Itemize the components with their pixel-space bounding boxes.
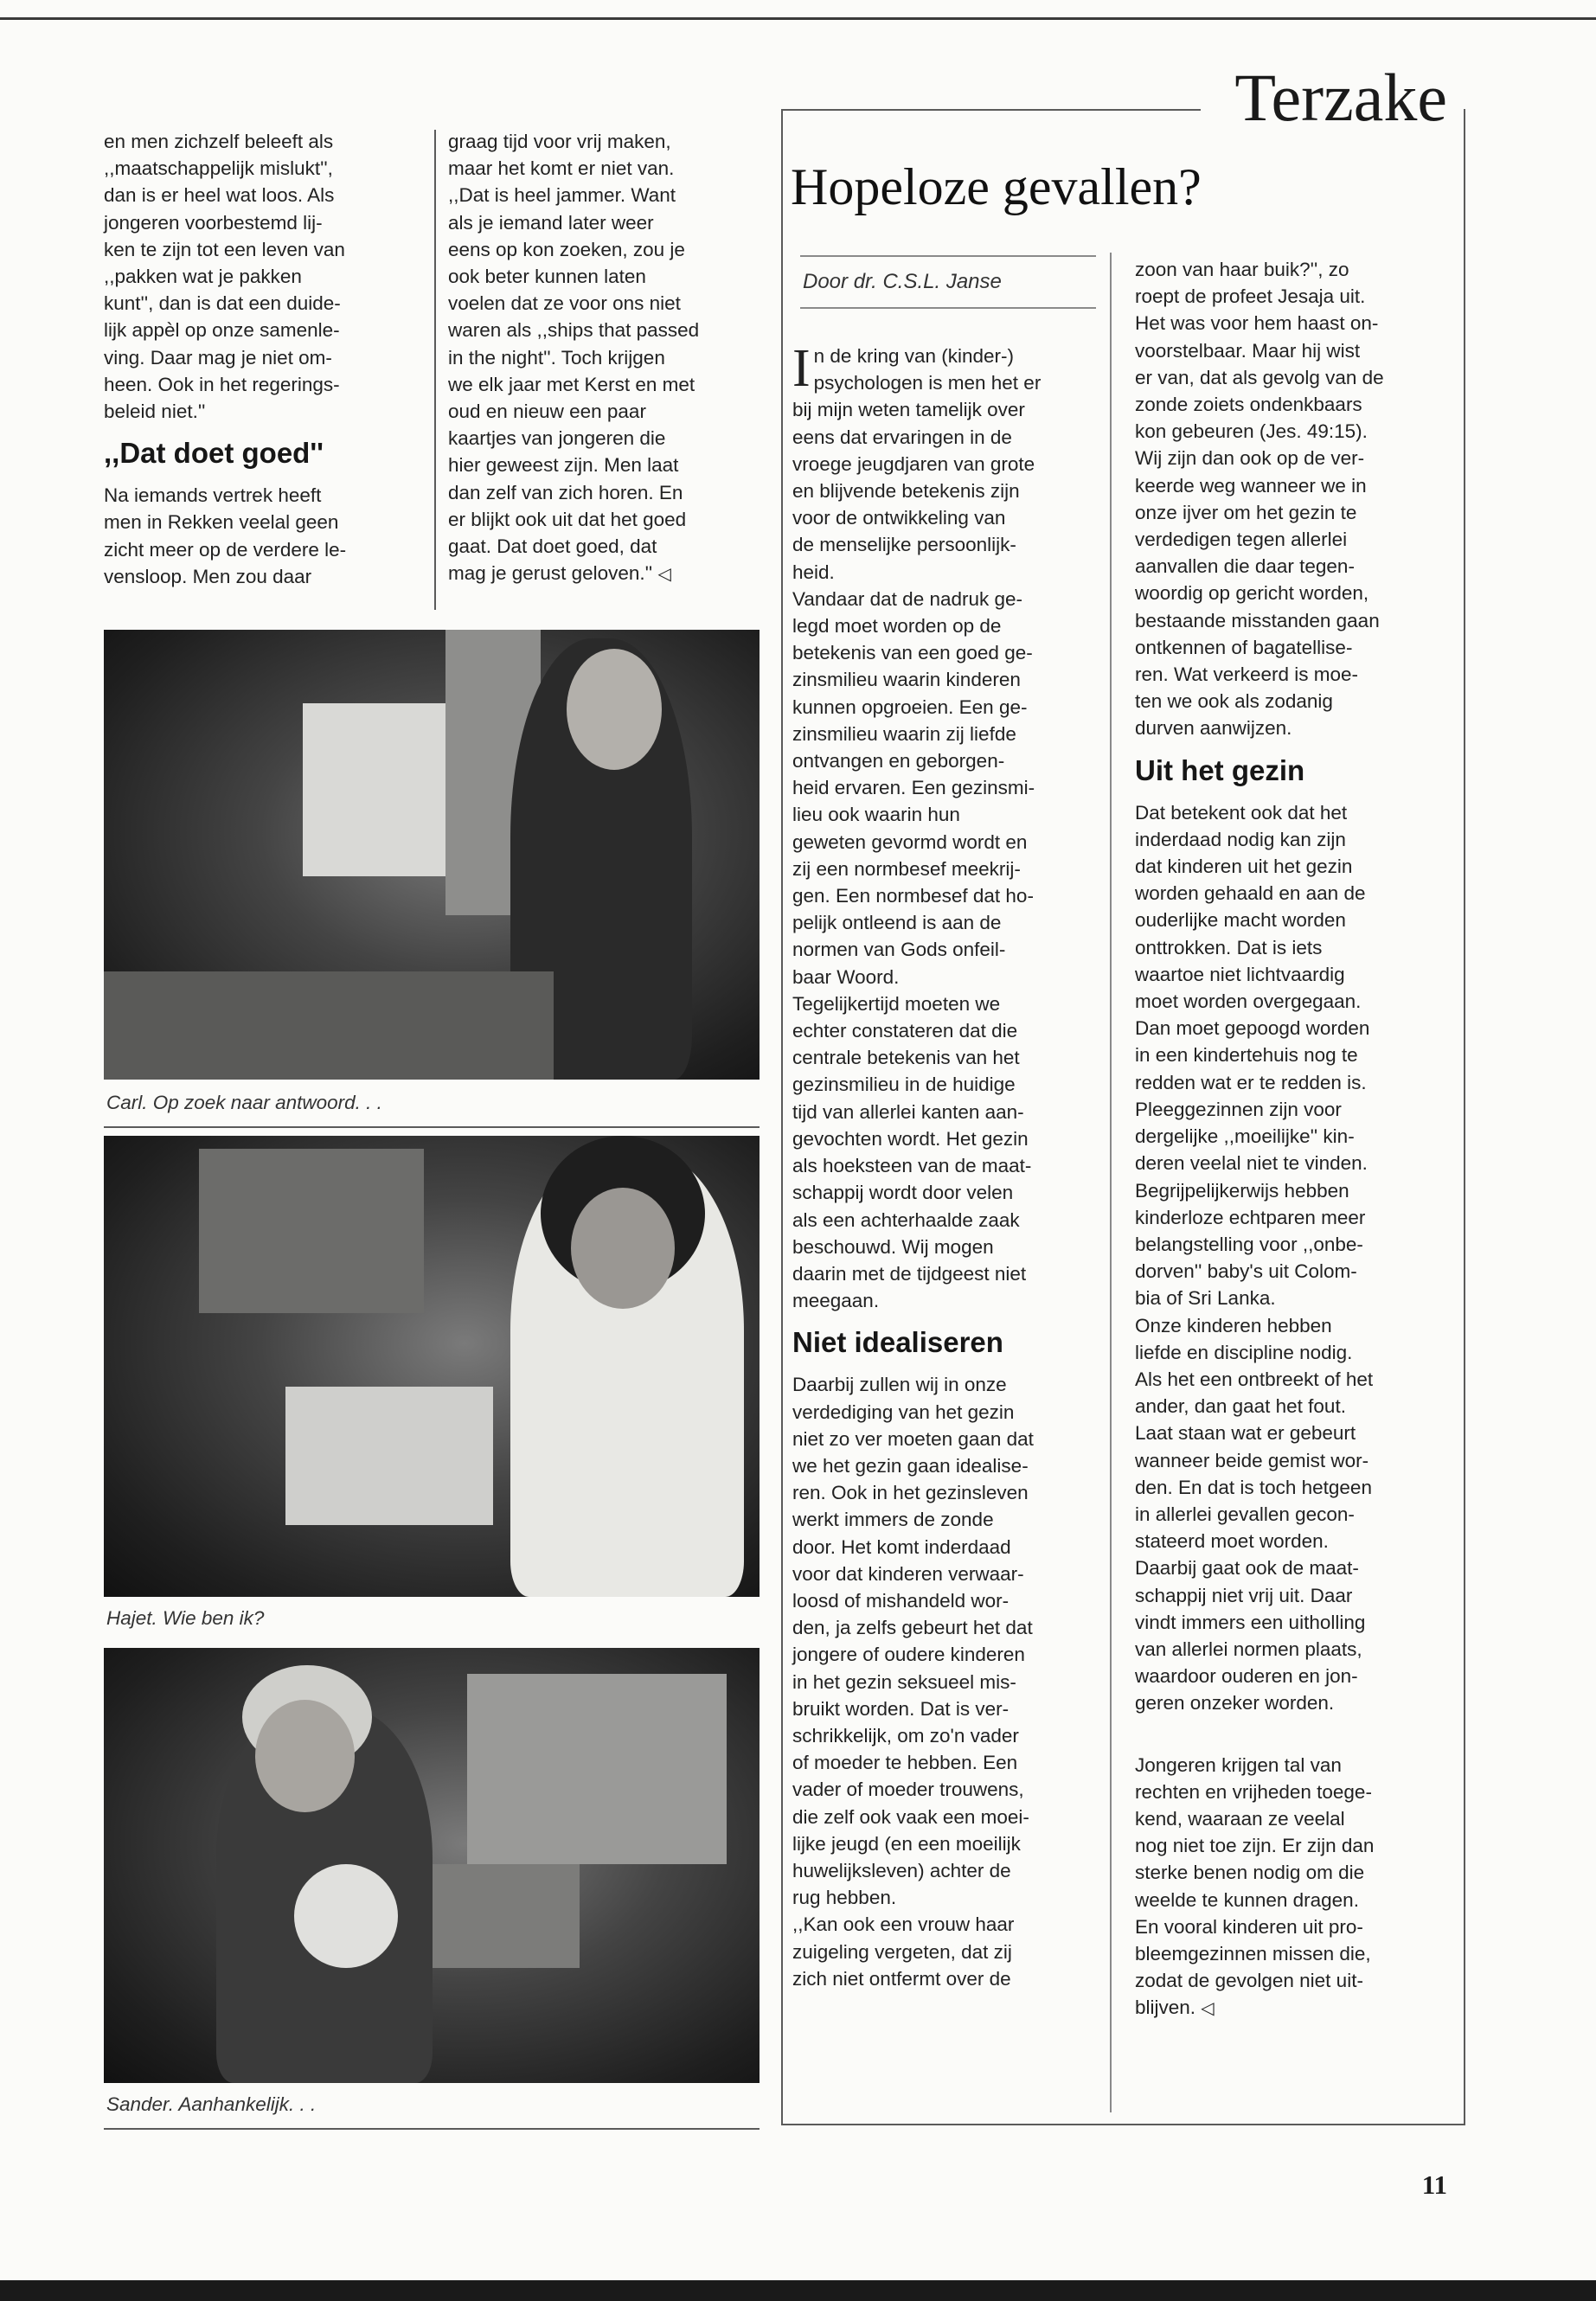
text-line: ,,maatschappelijk mislukt'', (104, 157, 333, 180)
text-line: zoon van haar buik?'', zo (1135, 259, 1349, 280)
text-line: dorven'' baby's uit Colom- (1135, 1260, 1357, 1283)
text-line: kend, waaraan ze veelal (1135, 1807, 1345, 1830)
text-line: waren als ,,ships that passed (448, 319, 700, 342)
text-line: gevochten wordt. Het gezin (792, 1127, 1029, 1150)
text-line: beleid niet.'' (104, 401, 206, 423)
wall-posters (199, 1149, 424, 1313)
text-line: lieu ook waarin hun (792, 804, 960, 826)
text-line: ,,Kan ook een vrouw haar (792, 1913, 1015, 1936)
headline: Hopeloze gevallen? (791, 158, 1202, 215)
text-line: in allerlei gevallen gecon- (1135, 1503, 1355, 1525)
column-3 (792, 339, 1106, 1992)
text-line: dan zelf van zich horen. En (448, 481, 683, 503)
box-bottom-border (781, 2124, 1465, 2125)
text-line: die zelf ook vaak een moei- (792, 1805, 1029, 1828)
text-line: gezinsmilieu in de huidige (792, 1074, 1016, 1096)
text-line: Het was voor hem haast on- (1135, 312, 1379, 335)
byline-rule-top (800, 255, 1096, 257)
col4-text-3 (1135, 1752, 1455, 2023)
photo-caption: Sander. Aanhankelijk. . . (106, 2093, 317, 2115)
text-line: als hoeksteen van de maat- (792, 1155, 1032, 1177)
text-line: redden wat er te redden is. (1135, 1071, 1367, 1093)
text-line: woordig op gericht worden, (1135, 582, 1369, 605)
col4-subhead: Uit het gezin (1135, 753, 1305, 786)
caption-rule (104, 2128, 760, 2130)
text-line: ,,pakken wat je pakken (104, 266, 302, 288)
text-line: graag tijd voor vrij maken, (448, 131, 671, 152)
text-line: bleemgezinnen missen die, (1135, 1942, 1371, 1965)
text-line: aanvallen die daar tegen- (1135, 555, 1355, 578)
text-line: kon gebeuren (Jes. 49:15). (1135, 420, 1368, 443)
text-line: in the night''. Toch krijgen (448, 346, 665, 369)
text-line: eens op kon zoeken, zou je (448, 238, 685, 260)
text-line: geweten gevormd wordt en (792, 830, 1028, 853)
text-line: schappij niet vrij uit. Daar (1135, 1584, 1353, 1606)
stuffed-animal (294, 1864, 398, 1968)
text-line: Na iemands vertrek heeft (104, 484, 322, 507)
text-line: Daarbij zullen wij in onze (792, 1374, 1007, 1396)
text-line: n de kring van (kinder-) (813, 345, 1015, 367)
text-line: nog niet toe zijn. Er zijn dan (1135, 1835, 1375, 1857)
text-line: ken te zijn tot een leven van (104, 238, 345, 260)
section-title: Terzake (1234, 60, 1447, 135)
text-line: voorstelbaar. Maar hij wist (1135, 339, 1361, 362)
text-line: lijke jeugd (en een moeilijk (792, 1832, 1021, 1855)
text-line: mag je gerust geloven.'' ◁ (448, 562, 671, 585)
photo-hajet (104, 1136, 760, 1597)
face (567, 649, 662, 770)
photo-sander (104, 1648, 760, 2083)
top-rule (0, 17, 1596, 20)
text-line: belangstelling voor ,,onbe- (1135, 1233, 1363, 1255)
text-line: Vandaar dat de nadruk ge- (792, 587, 1023, 610)
text-line: in een kindertehuis nog te (1135, 1044, 1358, 1067)
photo-caption: Hajet. Wie ben ik? (106, 1607, 265, 1629)
text-line: moet worden overgegaan. (1135, 990, 1362, 1013)
text-line: rug hebben. (792, 1887, 897, 1909)
text-line: Laat staan wat er gebeurt (1135, 1422, 1356, 1445)
poster (303, 703, 450, 876)
text-line: als een achterhaalde zaak (792, 1208, 1020, 1231)
text-line: en men zichzelf beleeft als (104, 131, 334, 152)
text-line: echter constateren dat die (792, 1020, 1018, 1042)
text-line: kunt'', dan is dat een duide- (104, 292, 341, 315)
column-4 (1135, 256, 1455, 2023)
column-divider-2 (1110, 253, 1112, 2112)
text-line: kunnen opgroeien. Een ge- (792, 695, 1028, 718)
face (255, 1700, 355, 1812)
text-line: of moeder te hebben. Een (792, 1752, 1018, 1774)
text-line: van allerlei normen plaats, (1135, 1638, 1362, 1660)
text-line: de menselijke persoonlijk- (792, 534, 1016, 556)
text-line: oud en nieuw een paar (448, 401, 646, 423)
text-line: dat kinderen uit het gezin (1135, 856, 1353, 878)
col1-subhead: ,,Dat doet goed'' (104, 437, 324, 470)
text-line: er blijkt ook uit dat het goed (448, 508, 687, 530)
text-line: waardoor ouderen en jon- (1135, 1665, 1358, 1688)
text-line: baar Woord. (792, 965, 900, 988)
text-line: men in Rekken veelal geen (104, 511, 339, 534)
text-line: vindt immers een uitholling (1135, 1611, 1366, 1633)
text-line: En vooral kinderen uit pro- (1135, 1915, 1363, 1938)
text-line: ouderlijke macht worden (1135, 909, 1346, 932)
text-line: zicht meer op de verdere le- (104, 538, 347, 561)
text-line: Onze kinderen hebben (1135, 1314, 1332, 1336)
text-line: meegaan. (792, 1290, 880, 1312)
end-mark: ◁ (1201, 1999, 1215, 2019)
col4-text (1135, 256, 1455, 742)
text-line: schrikkelijk, om zo'n vader (792, 1724, 1019, 1747)
column-1 (104, 128, 415, 590)
text-line: we het gezin gaan idealise- (792, 1454, 1029, 1477)
text-line: zuigeling vergeten, dat zij (792, 1940, 1012, 1963)
text-line: weelde te kunnen dragen. (1135, 1888, 1359, 1911)
text-line: den, ja zelfs gebeurt het dat (792, 1617, 1033, 1639)
text-line: er van, dat als gevolg van de (1135, 366, 1384, 388)
text-line: heid ervaren. Een gezinsmi- (792, 777, 1035, 799)
text-line: in het gezin seksueel mis- (792, 1670, 1016, 1693)
text-line: geren onzeker worden. (1135, 1692, 1335, 1715)
text-line: Daarbij gaat ook de maat- (1135, 1557, 1359, 1580)
text-line: Als het een ontbreekt of het (1135, 1368, 1374, 1390)
text-line: kaartjes van jongeren die (448, 427, 666, 450)
text-line: Jongeren krijgen tal van (1135, 1753, 1342, 1776)
col1-text-2 (104, 482, 415, 590)
text-line: ,,Dat is heel jammer. Want (448, 184, 676, 207)
text-line: durven aanwijzen. (1135, 717, 1292, 740)
text-line: vensloop. Men zou daar (104, 565, 312, 587)
text-line: verdedigen tegen allerlei (1135, 529, 1348, 551)
text-line: huwelijksleven) achter de (792, 1859, 1011, 1881)
text-line: deren veelal niet te vinden. (1135, 1152, 1368, 1175)
text-line: Wij zijn dan ook op de ver- (1135, 447, 1365, 470)
text-line: maar het komt er niet van. (448, 157, 675, 180)
text-line: psychologen is men het er (813, 372, 1042, 394)
page-number: 11 (1421, 2170, 1447, 2200)
column-divider-1 (434, 130, 436, 610)
text-line: Dan moet gepoogd worden (1135, 1017, 1370, 1040)
text-line: keerde weg wanneer we in (1135, 474, 1367, 497)
text-line: voor dat kinderen verwaar- (792, 1562, 1024, 1585)
text-line: door. Het komt inderdaad (792, 1535, 1011, 1558)
text-line: zodat de gevolgen niet uit- (1135, 1970, 1363, 1992)
text-line: stateerd moet worden. (1135, 1530, 1329, 1553)
text-line: betekenis van een goed ge- (792, 642, 1033, 664)
text-line: werkt immers de zonde (792, 1509, 994, 1531)
col3-subhead: Niet idealiseren (792, 1326, 1003, 1359)
box-left-border (781, 109, 783, 2125)
text-line: gaat. Dat doet goed, dat (448, 535, 657, 558)
text-line: we elk jaar met Kerst en met (448, 373, 695, 395)
text-line: bruikt worden. Dat is ver- (792, 1697, 1010, 1720)
text-line: onze ijver om het gezin te (1135, 501, 1357, 523)
text-line: lijk appèl op onze samenle- (104, 319, 340, 342)
bottom-bar (0, 2280, 1596, 2301)
text-line: loosd of mishandeld wor- (792, 1589, 1010, 1612)
text-line: verdediging van het gezin (792, 1400, 1015, 1423)
text-line: ten we ook als zodanig (1135, 690, 1333, 713)
col3-text (792, 339, 1106, 1314)
caption-rule (104, 1126, 760, 1128)
text-line: ook beter kunnen laten (448, 266, 646, 288)
drop-cap: I (792, 339, 811, 398)
text-line: den. En dat is toch hetgeen (1135, 1476, 1372, 1498)
text-line: schappij wordt door velen (792, 1182, 1014, 1204)
text-line: voor de ontwikkeling van (792, 507, 1006, 529)
text-line: en blijvende betekenis zijn (792, 480, 1020, 503)
text-line: vader of moeder trouwens, (792, 1779, 1024, 1801)
text-line: ren. Wat verkeerd is moe- (1135, 663, 1358, 686)
text-line: rechten en vrijheden toege- (1135, 1780, 1372, 1803)
text-line: eens dat ervaringen in de (792, 426, 1012, 448)
bed (104, 971, 554, 1080)
text-line: wanneer beide gemist wor- (1135, 1449, 1369, 1471)
photo-caption: Carl. Op zoek naar antwoord. . . (106, 1092, 382, 1113)
text-line: normen van Gods onfeil- (792, 939, 1006, 961)
column-2 (448, 128, 768, 588)
text-line: ander, dan gaat het fout. (1135, 1395, 1346, 1418)
text-line: zich niet ontfermt over de (792, 1967, 1011, 1990)
text-line: roept de profeet Jesaja uit. (1135, 285, 1366, 308)
text-line: bij mijn weten tamelijk over (792, 399, 1025, 421)
text-line: ontkennen of bagatellise- (1135, 636, 1353, 658)
byline: Door dr. C.S.L. Janse (803, 270, 1002, 293)
text-line: hier geweest zijn. Men laat (448, 454, 679, 477)
text-line: waartoe niet lichtvaardig (1135, 963, 1345, 985)
text-line: vroege jeugdjaren van grote (792, 452, 1035, 475)
desk (285, 1387, 493, 1525)
text-line: gen. Een normbesef dat ho- (792, 885, 1034, 907)
face (571, 1188, 675, 1309)
text-line: sterke benen nodig om die (1135, 1862, 1365, 1884)
text-line: zinsmilieu waarin zij liefde (792, 722, 1016, 745)
text-line: beschouwd. Wij mogen (792, 1235, 994, 1258)
text-line: worden gehaald en aan de (1135, 882, 1366, 905)
col1-text (104, 128, 415, 425)
text-line: heid. (792, 561, 835, 583)
text-line: jongere of oudere kinderen (792, 1644, 1025, 1666)
text-line: zonde zoiets ondenkbaars (1135, 394, 1362, 416)
text-line: zinsmilieu waarin kinderen (792, 669, 1021, 691)
text-line: jongeren voorbestemd lij- (104, 211, 323, 234)
box-right-border (1464, 109, 1465, 2125)
text-line: dergelijke ,,moeilijke'' kin- (1135, 1125, 1355, 1148)
text-line: Begrijpelijkerwijs hebben (1135, 1179, 1349, 1202)
text-line: heen. Ook in het regerings- (104, 373, 340, 395)
text-line: ontvangen en geborgen- (792, 750, 1005, 772)
col4-text-2 (1135, 799, 1455, 1717)
text-line: dan is er heel wat loos. Als (104, 184, 335, 207)
text-line: voelen dat ze voor ons niet (448, 292, 681, 315)
col3-text-2 (792, 1371, 1106, 1992)
window (467, 1674, 727, 1864)
byline-rule-bottom (800, 307, 1096, 309)
col2-text (448, 128, 768, 588)
text-line: bestaande misstanden gaan (1135, 609, 1380, 631)
text-line: niet zo ver moeten gaan dat (792, 1427, 1034, 1450)
text-line: zij een normbesef meekrij- (792, 857, 1021, 880)
text-line: legd moet worden op de (792, 615, 1002, 638)
text-line: als je iemand later weer (448, 211, 654, 234)
text-line: blijven. ◁ (1135, 1997, 1215, 2019)
photo-carl (104, 630, 760, 1080)
text-line: onttrokken. Dat is iets (1135, 936, 1323, 958)
text-line: ren. Ook in het gezinsleven (792, 1482, 1029, 1504)
text-line: ving. Daar mag je niet om- (104, 346, 332, 369)
text-line: Pleeggezinnen zijn voor (1135, 1098, 1342, 1120)
text-line: pelijk ontleend is aan de (792, 912, 1002, 934)
text-line: liefde en discipline nodig. (1135, 1341, 1353, 1363)
text-line: kinderloze echtparen meer (1135, 1206, 1366, 1228)
text-line: centrale betekenis van het (792, 1047, 1020, 1069)
text-line: Dat betekent ook dat het (1135, 801, 1348, 824)
text-line: daarin met de tijdgeest niet (792, 1262, 1027, 1285)
text-line: Tegelijkertijd moeten we (792, 992, 1001, 1015)
text-line: tijd van allerlei kanten aan- (792, 1100, 1024, 1123)
text-line: inderdaad nodig kan zijn (1135, 828, 1346, 850)
end-mark: ◁ (657, 565, 671, 585)
header-rule (781, 109, 1201, 111)
text-line: bia of Sri Lanka. (1135, 1287, 1276, 1310)
